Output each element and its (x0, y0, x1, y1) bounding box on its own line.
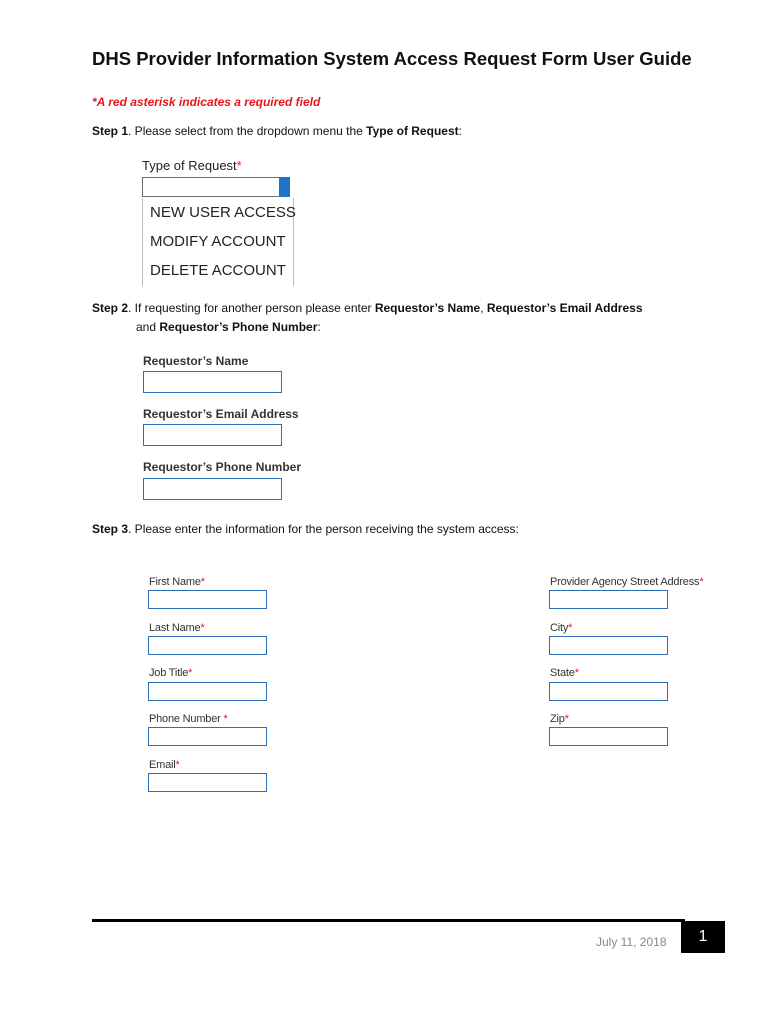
required-field-note: *A red asterisk indicates a required field (92, 95, 321, 109)
option-delete-account[interactable]: DELETE ACCOUNT (150, 262, 286, 279)
job-title-label: Job Title* (149, 667, 193, 679)
step-3-label: Step 3 (92, 522, 129, 536)
zip-label: Zip* (550, 713, 569, 725)
state-input[interactable] (549, 682, 668, 701)
email-label: Email* (149, 759, 180, 771)
footer-divider (92, 919, 685, 922)
type-of-request-select[interactable] (142, 177, 290, 197)
phone-number-input[interactable] (148, 727, 267, 746)
requestor-email-input[interactable] (143, 424, 282, 446)
step-1-label: Step 1 (92, 124, 129, 138)
dropdown-scrollbar[interactable] (279, 177, 290, 197)
step-3-instruction: Step 3. Please enter the information for the person receiving the system access: (92, 522, 519, 536)
zip-input[interactable] (549, 727, 668, 746)
job-title-input[interactable] (148, 682, 267, 701)
state-label: State* (550, 667, 579, 679)
provider-address-label: Provider Agency Street Address* (550, 576, 704, 588)
requestor-name-label: Requestor’s Name (143, 354, 249, 368)
requestor-name-input[interactable] (143, 371, 282, 393)
step-2-label: Step 2 (92, 301, 129, 315)
last-name-input[interactable] (148, 636, 267, 655)
option-modify-account[interactable]: MODIFY ACCOUNT (150, 233, 286, 250)
step-1-instruction: Step 1. Please select from the dropdown menu the Type of Request: (92, 124, 462, 138)
first-name-input[interactable] (148, 590, 267, 609)
footer-date: July 11, 2018 (596, 935, 667, 949)
city-input[interactable] (549, 636, 668, 655)
page-number: 1 (681, 921, 725, 953)
type-of-request-options (142, 198, 294, 286)
page-title: DHS Provider Information System Access Request Form User Guide (92, 48, 692, 69)
requestor-phone-input[interactable] (143, 478, 282, 500)
first-name-label: First Name* (149, 576, 205, 588)
last-name-label: Last Name* (149, 622, 205, 634)
option-new-user-access[interactable]: NEW USER ACCESS (150, 204, 296, 221)
type-of-request-label: Type of Request* (142, 158, 242, 173)
step-2-instruction: Step 2. If requesting for another person please enter Requestor’s Name, Requestor’s Email Address (92, 301, 643, 315)
phone-number-label: Phone Number * (149, 713, 228, 725)
city-label: City* (550, 622, 573, 634)
step-2-instruction-cont: and Requestor’s Phone Number: (136, 320, 321, 334)
provider-address-input[interactable] (549, 590, 668, 609)
email-input[interactable] (148, 773, 267, 792)
requestor-phone-label: Requestor’s Phone Number (143, 460, 302, 474)
requestor-email-label: Requestor’s Email Address (143, 407, 299, 421)
